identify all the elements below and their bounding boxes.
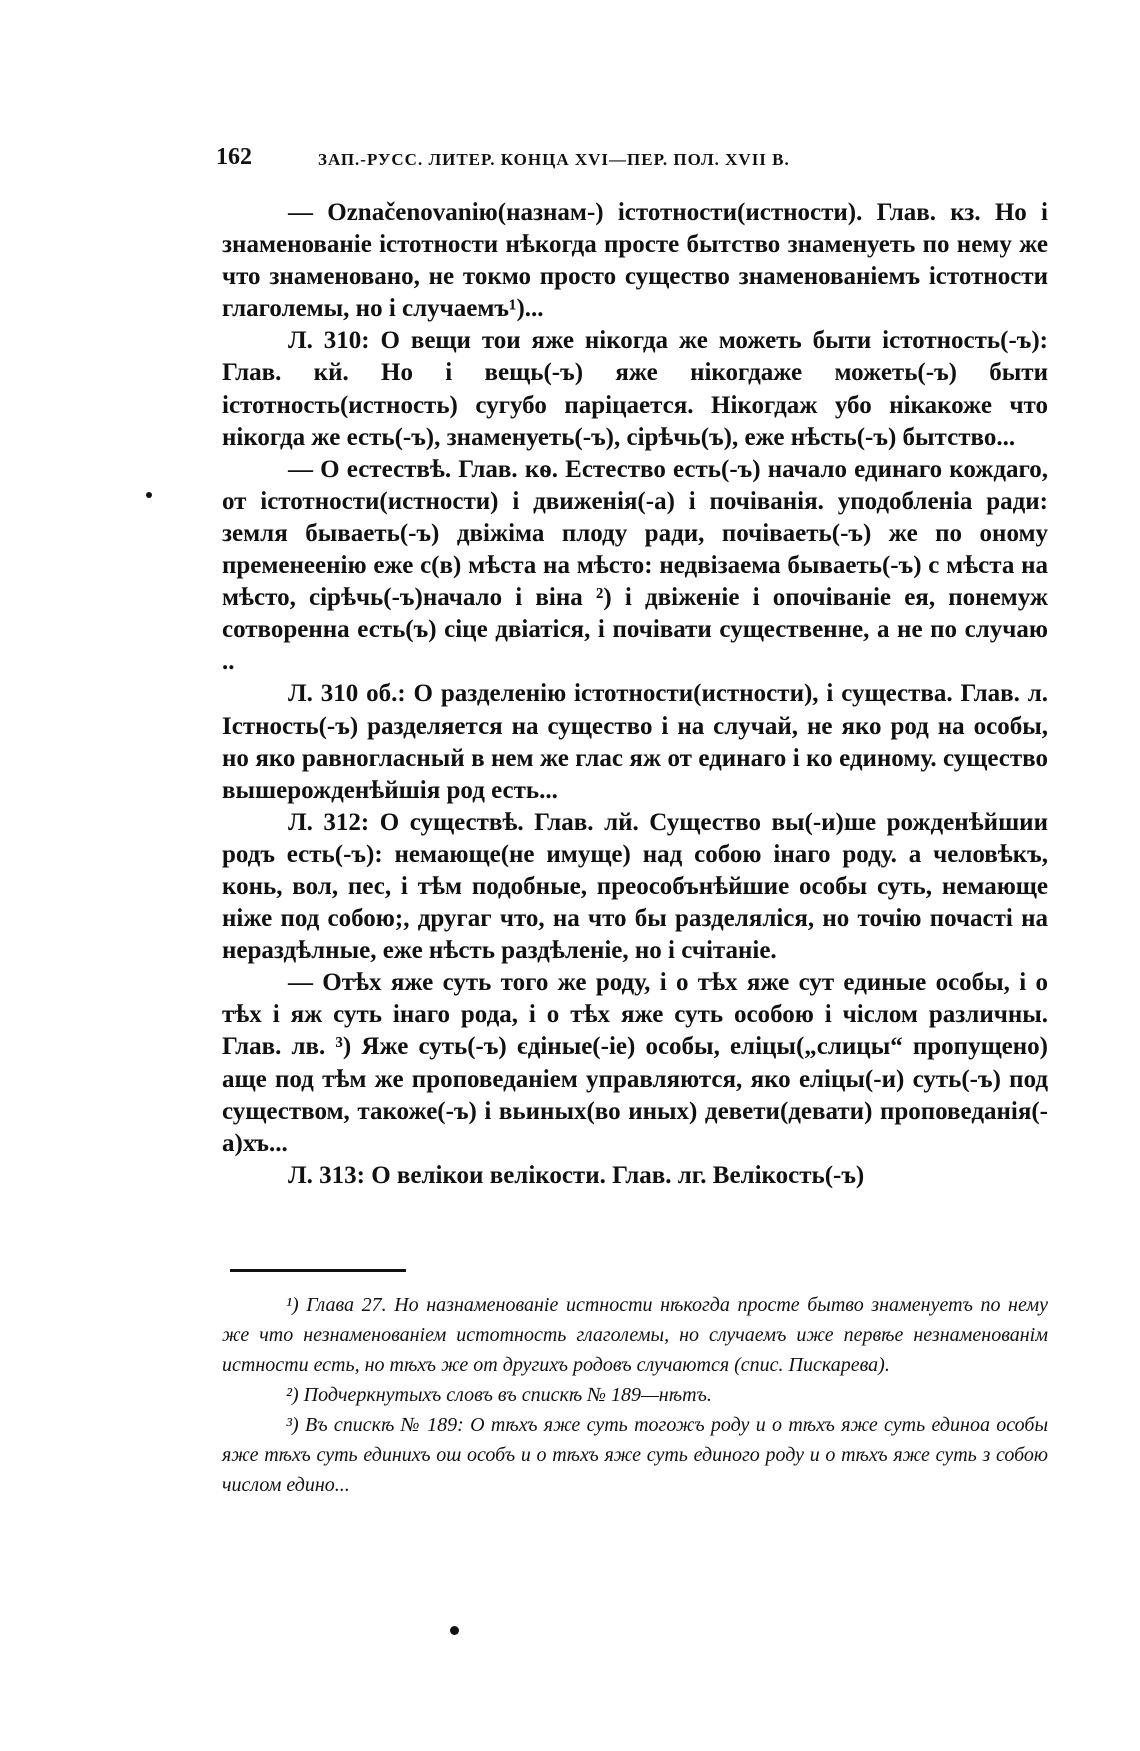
paragraph-2: Л. 310: О вещи тои яже нікогда же можеть быти істотность(-ъ): Глав. кй. Но і вещь(-ъ) яже нікогдаже можеть(-ъ) быти істотность(истность) сугубо паріцается. Нікогдаж убо нікакоже что нікогда же есть(-ъ), знаменуеть(-ъ), сірѣчь(ъ), еже нѣсть(-ъ) бытство... [222,327,1048,451]
page-number: 162 [216,144,252,170]
scan-speck [450,1626,459,1635]
paragraph-1: — Označenovanію(назнам-) істотности(истности). Глав. кз. Но і знаменованіе істотности нѣкогда просте бытство знаменуеть по нему же что знаменовано, не токмо просто существо знаменованіемъ істотности глаголемы, но і случаемъ¹)... [222,199,1048,323]
scan-speck [146,492,152,498]
paragraph-3: — О естествѣ. Глав. кѳ. Естество есть(-ъ) начало единаго кождаго, от істотности(истности) і движенія(-а) і почіванія. уподобленіа ради: земля бываеть(-ъ) двіжіма плоду ради, почіваеть(-ъ) же по оному пременеенію еже с(в) мѣста на мѣсто: недвізаема бываеть(-ъ) с мѣста на мѣсто, сірѣчь(-ъ)начало і віна ²) і двіженіе і опочіваніе ея, понемуж сотворенна есть(ъ) сіце двіатіся, і почівати существенне, а не по случаю .. [222,455,1048,676]
paragraph-4: Л. 310 об.: О разделенію істотности(истности), і существа. Глав. л. Істность(-ъ) разделяется на существо і на случай, не яко род на особы, но яко равногласный в нем же глас яж от единаго і ко единому. существо вышерожденѣйшія род есть... [222,680,1048,804]
footnotes [222,1290,1048,1500]
footnote-2: ²) Подчеркнутыхъ словъ въ спискѣ № 189—нѣтъ. [286,1384,712,1406]
paragraph-7: Л. 313: О велікои велікости. Глав. лг. Велікость(-ъ) [288,1161,865,1189]
main-text [222,197,1048,1192]
paragraph-6: — Отѣх яже суть того же роду, і о тѣх яже сут единые особы, і о тѣх і яж суть інаго рода, і о тѣх яже суть особою і чіслом различны. Глав. лв. ³) Яже суть(-ъ) єдіные(-іе) особы, еліцы(„слицы“ пропущено) аще под тѣм же проповеданіем управляются, яко еліцы(-и) суть(-ъ) под существом, такоже(-ъ) і вьиных(во иных) девети(девати) проповеданія(-а)хъ... [222,969,1048,1157]
footnote-3: ³) Въ спискѣ № 189: О тѣхъ яже суть тогожъ роду и о тѣхъ яже суть единоа особы яже тѣхъ суть единихъ ош особъ и о тѣхъ яже суть единого роду и о тѣхъ яже суть з собою числом едино... [222,1414,1048,1496]
paragraph-5: Л. 312: О существѣ. Глав. лй. Существо вы(-и)ше рожденѣйшии родъ есть(-ъ): немающе(не имуще) над собою інаго роду. а человѣкъ, конь, вол, пес, і тѣм подобные, преособънѣйшие особы суть, немающе ніже под собою;, другаг что, на что бы разделяліся, но точію почасті на нераздѣлные, еже нѣсть раздѣленіе, но і счітаніе. [222,808,1048,965]
running-title: ЗАП.-РУСС. ЛИТЕР. КОНЦА XVI—ПЕР. ПОЛ. XVII В. [318,150,790,169]
footnote-1: ¹) Глава 27. Но назнаменованіе истности нѣкогда просте бытво знаменуетъ по нему же что незнаменованіем истотность глаголемы, но случаемъ иже первѣе незнаменованім истности есть, но тѣхъ же от другихъ родовъ случаются (спис. Пискарева). [222,1294,1048,1376]
footnote-divider [230,1269,406,1272]
